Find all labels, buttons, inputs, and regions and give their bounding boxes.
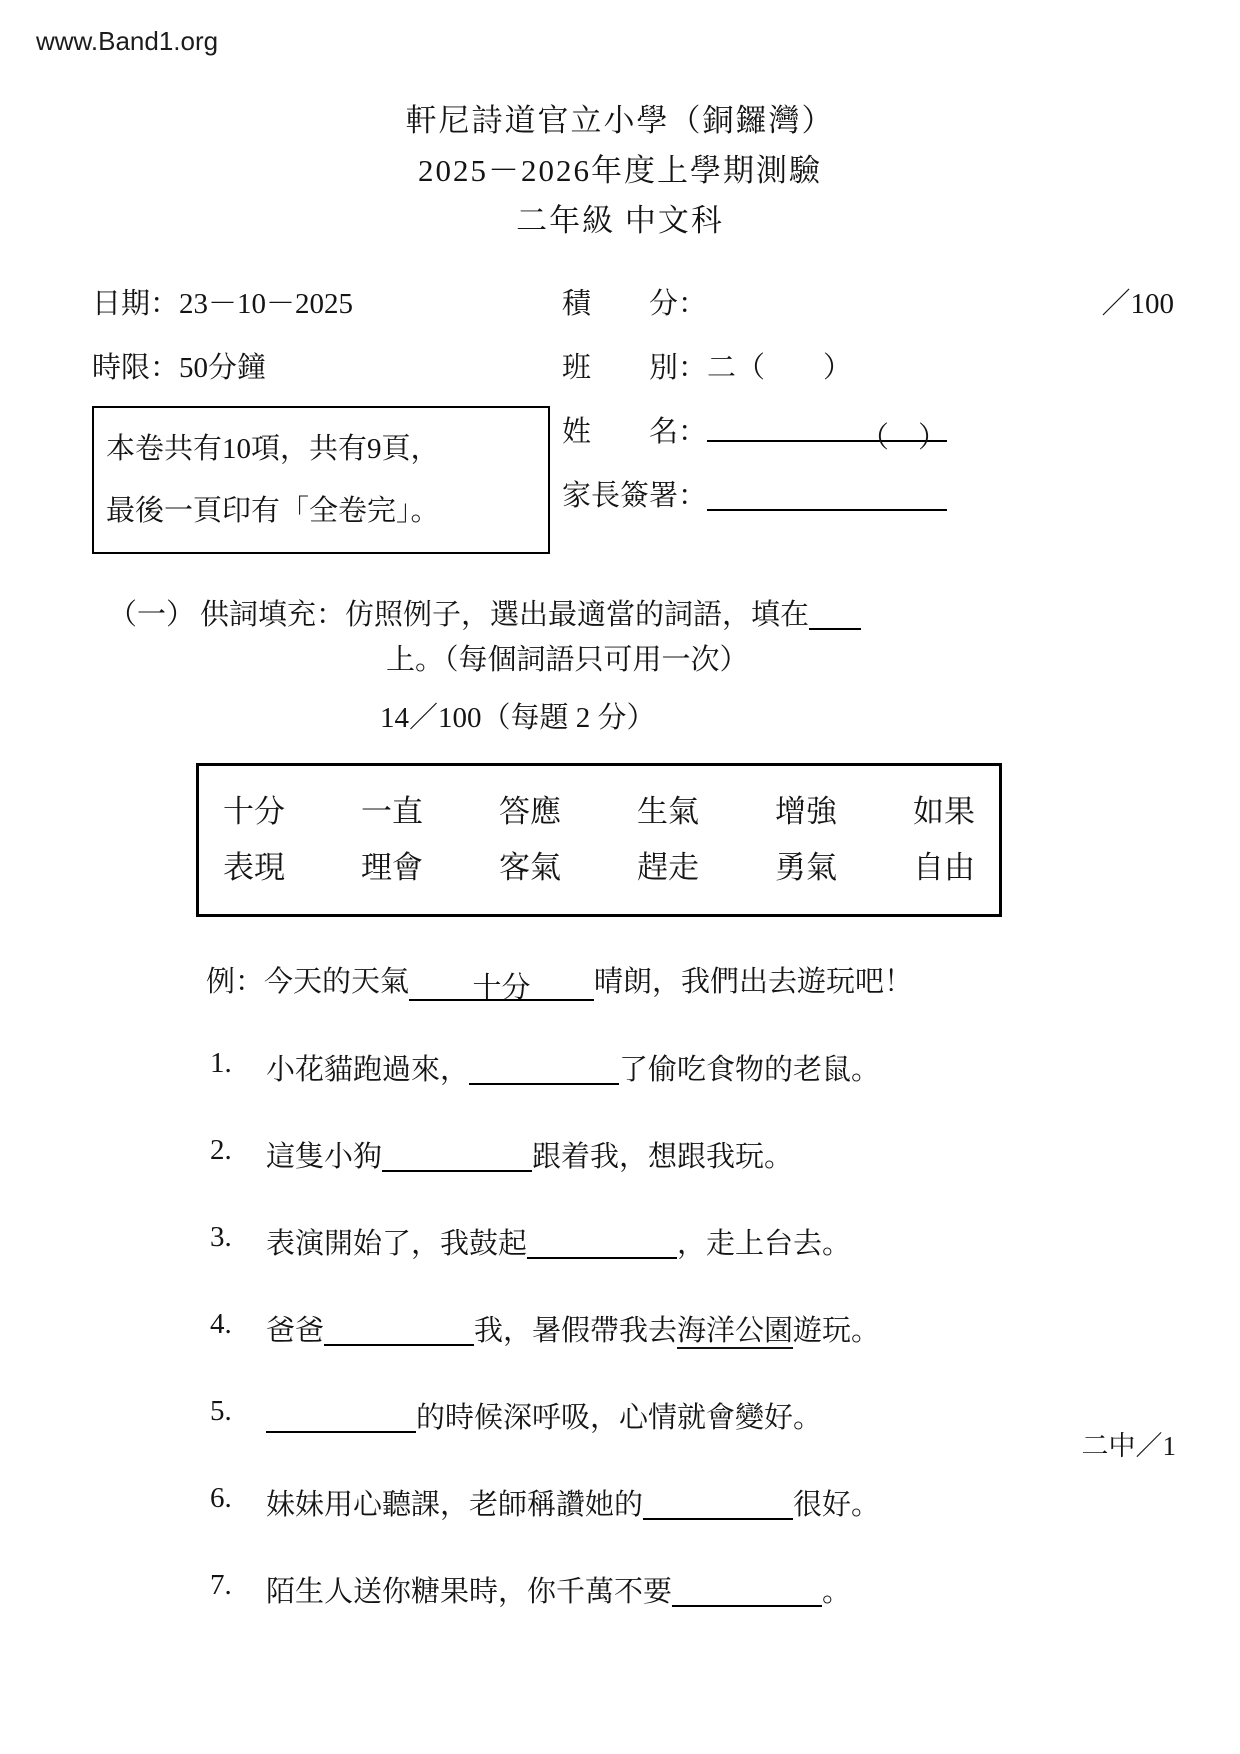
note-line-1: 本卷共有10項，共有9頁， [106, 433, 440, 465]
time-limit-row [92, 336, 562, 400]
question-text [266, 1134, 793, 1175]
word-bank-word: 表現 [223, 850, 285, 885]
question-number: 3. [210, 1221, 232, 1253]
question-number: 7. [210, 1569, 232, 1601]
question-6 [210, 1482, 1180, 1523]
question-text-before: 妹妹用心聽課，老師稱讚她的 [266, 1489, 644, 1521]
score-label: 積 分： [562, 288, 708, 320]
question-3 [210, 1221, 1180, 1262]
question-text-after: 我，暑假帶我去 [474, 1315, 678, 1347]
question-number: 2. [210, 1134, 232, 1166]
question-text-before: 這隻小狗 [266, 1141, 383, 1173]
instruction-text: 供詞填充：仿照例子，選出最適當的詞語，填在 [200, 599, 810, 631]
section-1-heading [108, 592, 1180, 633]
name-suffix: （ ） [860, 422, 948, 454]
school-name: 軒尼詩道官立小學（銅鑼灣） [405, 103, 835, 138]
parent-signature-row [562, 464, 1180, 528]
page-footer: 二中／1 [1081, 1431, 1176, 1461]
grade-subject: 二年級 中文科 [516, 203, 724, 238]
section-1-instruction-line2: 上。（每個詞語只可用一次） [386, 644, 749, 676]
time-limit-value: 50分鐘 [179, 352, 267, 384]
example-sentence [206, 959, 1180, 1004]
section-1-number: （一） [108, 599, 196, 631]
date-label: 日期： [92, 288, 180, 320]
question-text [266, 1308, 880, 1349]
example-prefix: 例：今天的天氣 [206, 966, 410, 998]
question-text-after: 跟着我，想跟我玩。 [532, 1141, 794, 1173]
word-bank-row-1 [223, 784, 975, 840]
question-7 [210, 1569, 1180, 1610]
question-text [266, 1482, 880, 1523]
class-value: 二（ ） [707, 352, 853, 384]
word-bank-word: 自由 [913, 850, 975, 885]
watermark-url: www.Band1.org [36, 26, 219, 56]
answer-blank [266, 1397, 416, 1433]
question-number: 1. [210, 1047, 232, 1079]
question-text-after: 很好。 [793, 1489, 881, 1521]
question-text [266, 1221, 851, 1262]
question-text-before: 爸爸 [266, 1315, 325, 1347]
word-bank-word: 客氣 [499, 850, 561, 885]
word-bank-word: 如果 [913, 794, 975, 829]
instruction-inline-blank [809, 594, 861, 630]
question-number: 4. [210, 1308, 232, 1340]
answer-blank [527, 1223, 677, 1259]
question-5 [210, 1395, 1180, 1436]
word-bank-word: 增強 [775, 794, 837, 829]
answer-blank [382, 1136, 532, 1172]
example-answer: 十分 [472, 972, 531, 1004]
question-2 [210, 1134, 1180, 1175]
question-text [266, 1569, 851, 1610]
header-left-column [92, 272, 562, 554]
score-value: ／100 [1101, 288, 1174, 320]
question-text [266, 1047, 880, 1088]
word-bank-word: 生氣 [637, 794, 699, 829]
exam-header [92, 272, 1180, 554]
answer-blank [643, 1484, 793, 1520]
note-line-2: 最後一頁印有「全卷完」。 [106, 495, 440, 527]
paper-note-box [92, 406, 550, 554]
question-1 [210, 1047, 1180, 1088]
header-right-column [562, 272, 1180, 554]
underlined-phrase: 海洋公園 [677, 1315, 794, 1347]
question-4 [210, 1308, 1180, 1349]
name-label: 姓 名： [562, 416, 708, 448]
parent-signature-label: 家長簽署： [562, 480, 708, 512]
question-text-after: 的時候深呼吸，心情就會變好。 [416, 1402, 823, 1434]
date-value: 23－10－2025 [179, 288, 354, 320]
exam-term: 2025－2026年度上學期測驗 [418, 153, 822, 188]
question-text-tail: 遊玩。 [793, 1315, 881, 1347]
class-row [562, 336, 1180, 400]
date-row [92, 272, 562, 336]
question-number: 5. [210, 1395, 232, 1427]
example-answer-blank [409, 965, 594, 1004]
answer-blank [672, 1571, 822, 1607]
parent-signature-blank [707, 475, 947, 511]
question-number: 6. [210, 1482, 232, 1514]
section-1-score-line: 14／100（每題 2 分） [380, 702, 656, 734]
class-label: 班 別： [562, 352, 708, 384]
word-bank-word: 答應 [499, 794, 561, 829]
word-bank-row-2 [223, 840, 975, 896]
score-row [562, 272, 1180, 336]
question-text-after: 。 [822, 1576, 852, 1608]
answer-blank [324, 1310, 474, 1346]
question-text-before: 表演開始了，我鼓起 [266, 1228, 528, 1260]
word-bank-box [196, 763, 1002, 917]
time-limit-label: 時限： [92, 352, 180, 384]
section-1 [108, 592, 1180, 1610]
name-row [562, 400, 1180, 464]
word-bank-word: 勇氣 [775, 850, 837, 885]
example-suffix: 晴朗，我們出去遊玩吧！ [594, 966, 914, 998]
question-text-after: ，走上台去。 [677, 1228, 852, 1260]
question-text-after: 了偷吃食物的老鼠。 [619, 1054, 881, 1086]
answer-blank [469, 1049, 619, 1085]
question-list [210, 1047, 1180, 1610]
name-blank [707, 406, 948, 454]
question-text [266, 1395, 822, 1436]
question-text-before: 陌生人送你糖果時，你千萬不要 [266, 1576, 673, 1608]
question-text-before: 小花貓跑過來， [266, 1054, 470, 1086]
word-bank-word: 十分 [223, 794, 285, 829]
word-bank-word: 一直 [361, 794, 423, 829]
section-1-instruction-line1 [200, 592, 861, 633]
word-bank-word: 理會 [361, 850, 423, 885]
word-bank-word: 趕走 [637, 850, 699, 885]
